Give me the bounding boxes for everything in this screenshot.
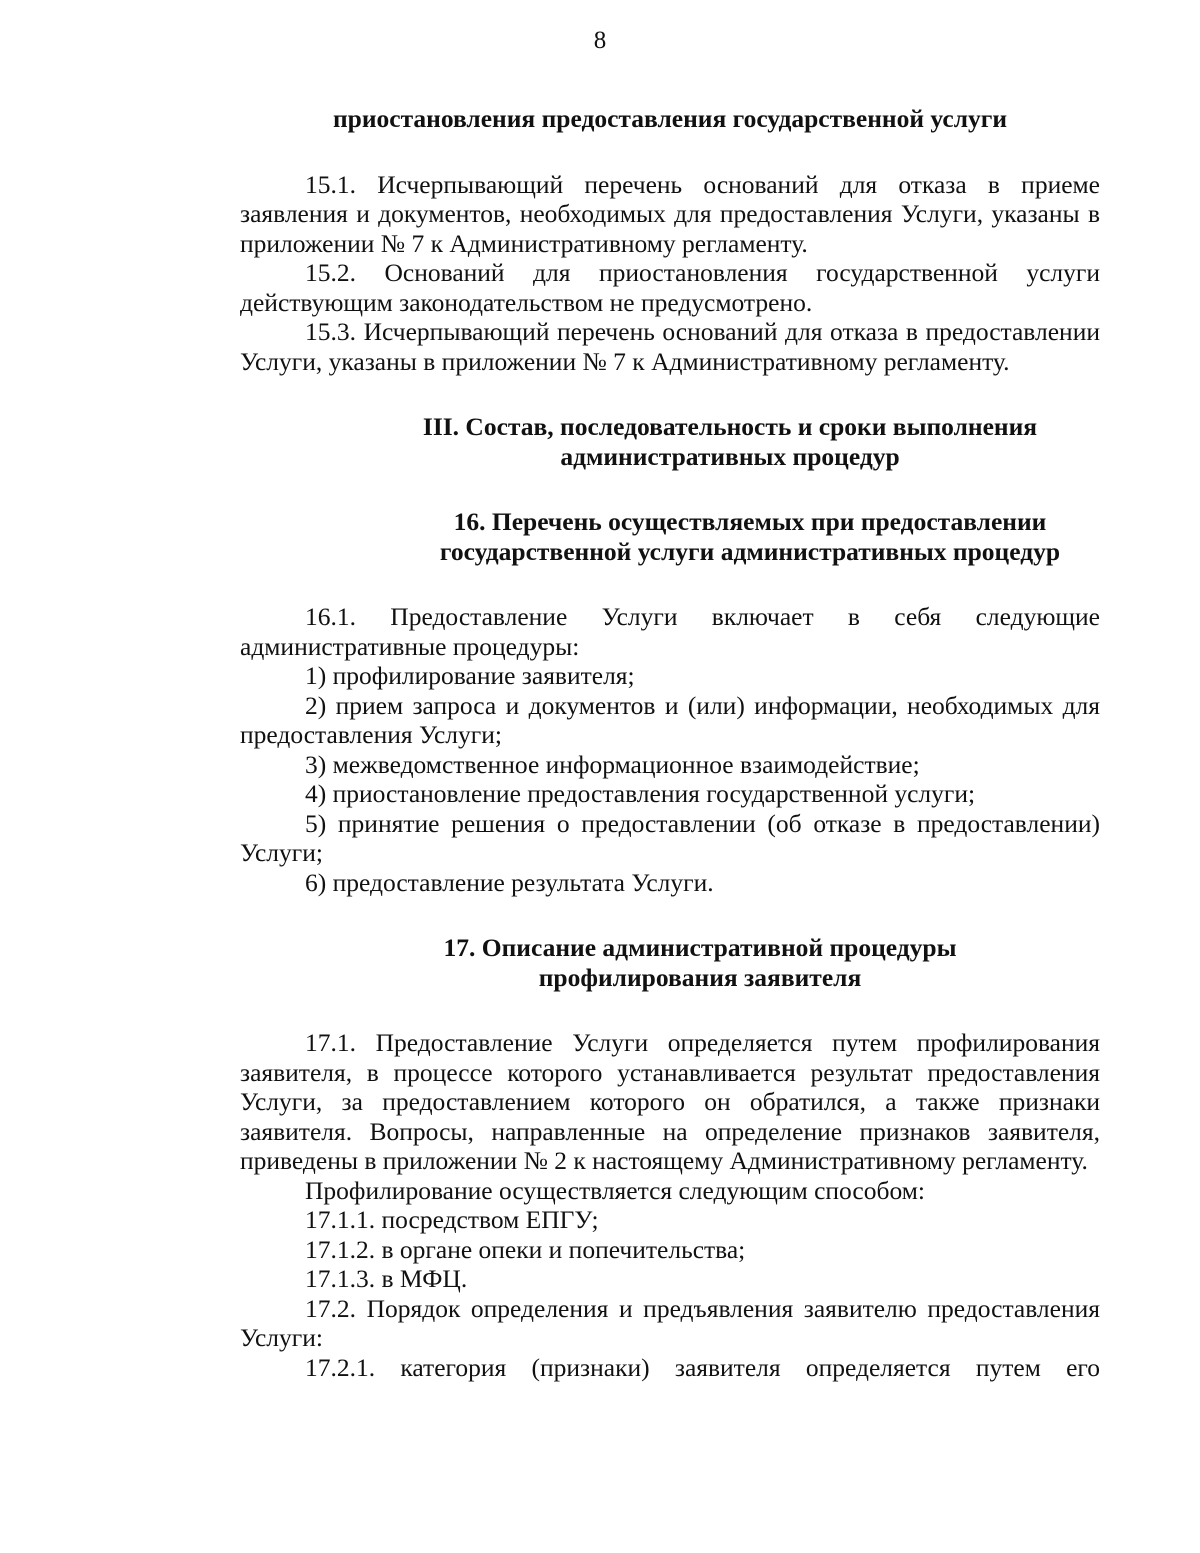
section-17-title-line-1: 17. Описание административной процедуры xyxy=(443,933,957,962)
paragraph-17-2: 17.2. Порядок определения и предъявления заявителю предоставления Услуги: xyxy=(240,1293,1100,1352)
spacer xyxy=(240,376,1100,412)
section-16-title-line-2: государственной услуги административных процедур xyxy=(439,536,1061,566)
section-3-title-line-1: III. Состав, последовательность и сроки выполнения xyxy=(422,412,1038,441)
list-item-2: 2) прием запроса и документов и (или) информации, необходимых для предоставления Услуги; xyxy=(240,690,1100,749)
paragraph-15-1: 15.1. Исчерпывающий перечень оснований для отказа в приеме заявления и документов, необходимых для предоставления Услуги, указаны в приложении № 7 к Административному регламенту. xyxy=(240,169,1100,258)
section-3-title-line-2: административных процедур xyxy=(560,441,900,471)
spacer xyxy=(240,134,1100,170)
list-item-6: 6) предоставление результата Услуги. xyxy=(305,867,714,897)
list-item-1: 1) профилирование заявителя; xyxy=(305,661,635,690)
paragraph-16-1: 16.1. Предоставление Услуги включает в себя следующие административные процедуры: xyxy=(240,602,1100,661)
section-17-title-line-2: профилирования заявителя xyxy=(538,962,862,992)
list-item-3: 3) межведомственное информационное взаимодействие; xyxy=(305,749,920,779)
paragraph-17-2-1: 17.2.1. категория (признаки) заявителя определяется путем его xyxy=(305,1352,1100,1382)
paragraph-profiling-methods: Профилирование осуществляется следующим способом: xyxy=(305,1175,925,1205)
spacer xyxy=(240,566,1100,602)
paragraph-15-3: 15.3. Исчерпывающий перечень оснований для отказа в предоставлении Услуги, указаны в приложении № 7 к Административному регламенту. xyxy=(240,317,1100,376)
spacer xyxy=(240,992,1100,1028)
paragraph-17-1-1: 17.1.1. посредством ЕПГУ; xyxy=(305,1205,599,1234)
list-item-5: 5) принятие решения о предоставлении (об отказе в предоставлении) Услуги; xyxy=(240,808,1100,867)
heading-suspension: приостановления предоставления государственной услуги xyxy=(332,104,1008,133)
paragraph-15-2: 15.2. Оснований для приостановления государственной услуги действующим законодательством не предусмотрено. xyxy=(240,258,1100,317)
section-16-title-line-1: 16. Перечень осуществляемых при предоставлении xyxy=(453,507,1047,536)
list-item-4: 4) приостановление предоставления государственной услуги; xyxy=(305,779,976,808)
paragraph-17-1-3: 17.1.3. в МФЦ. xyxy=(305,1264,468,1293)
spacer xyxy=(240,471,1100,507)
paragraph-17-1: 17.1. Предоставление Услуги определяется путем профилирования заявителя, в процессе которого устанавливается результат предоставления Услуги, за предоставлением которого он обратился, а также признаки заявителя. Вопросы, направленные на определение признаков заявителя, приведены в приложении № 2 к настоящему Административному регламенту. xyxy=(240,1028,1100,1175)
paragraph-17-1-2: 17.1.2. в органе опеки и попечительства; xyxy=(305,1234,746,1264)
page-number: 8 xyxy=(593,27,607,54)
spacer xyxy=(240,897,1100,933)
document-body xyxy=(240,104,1100,1382)
